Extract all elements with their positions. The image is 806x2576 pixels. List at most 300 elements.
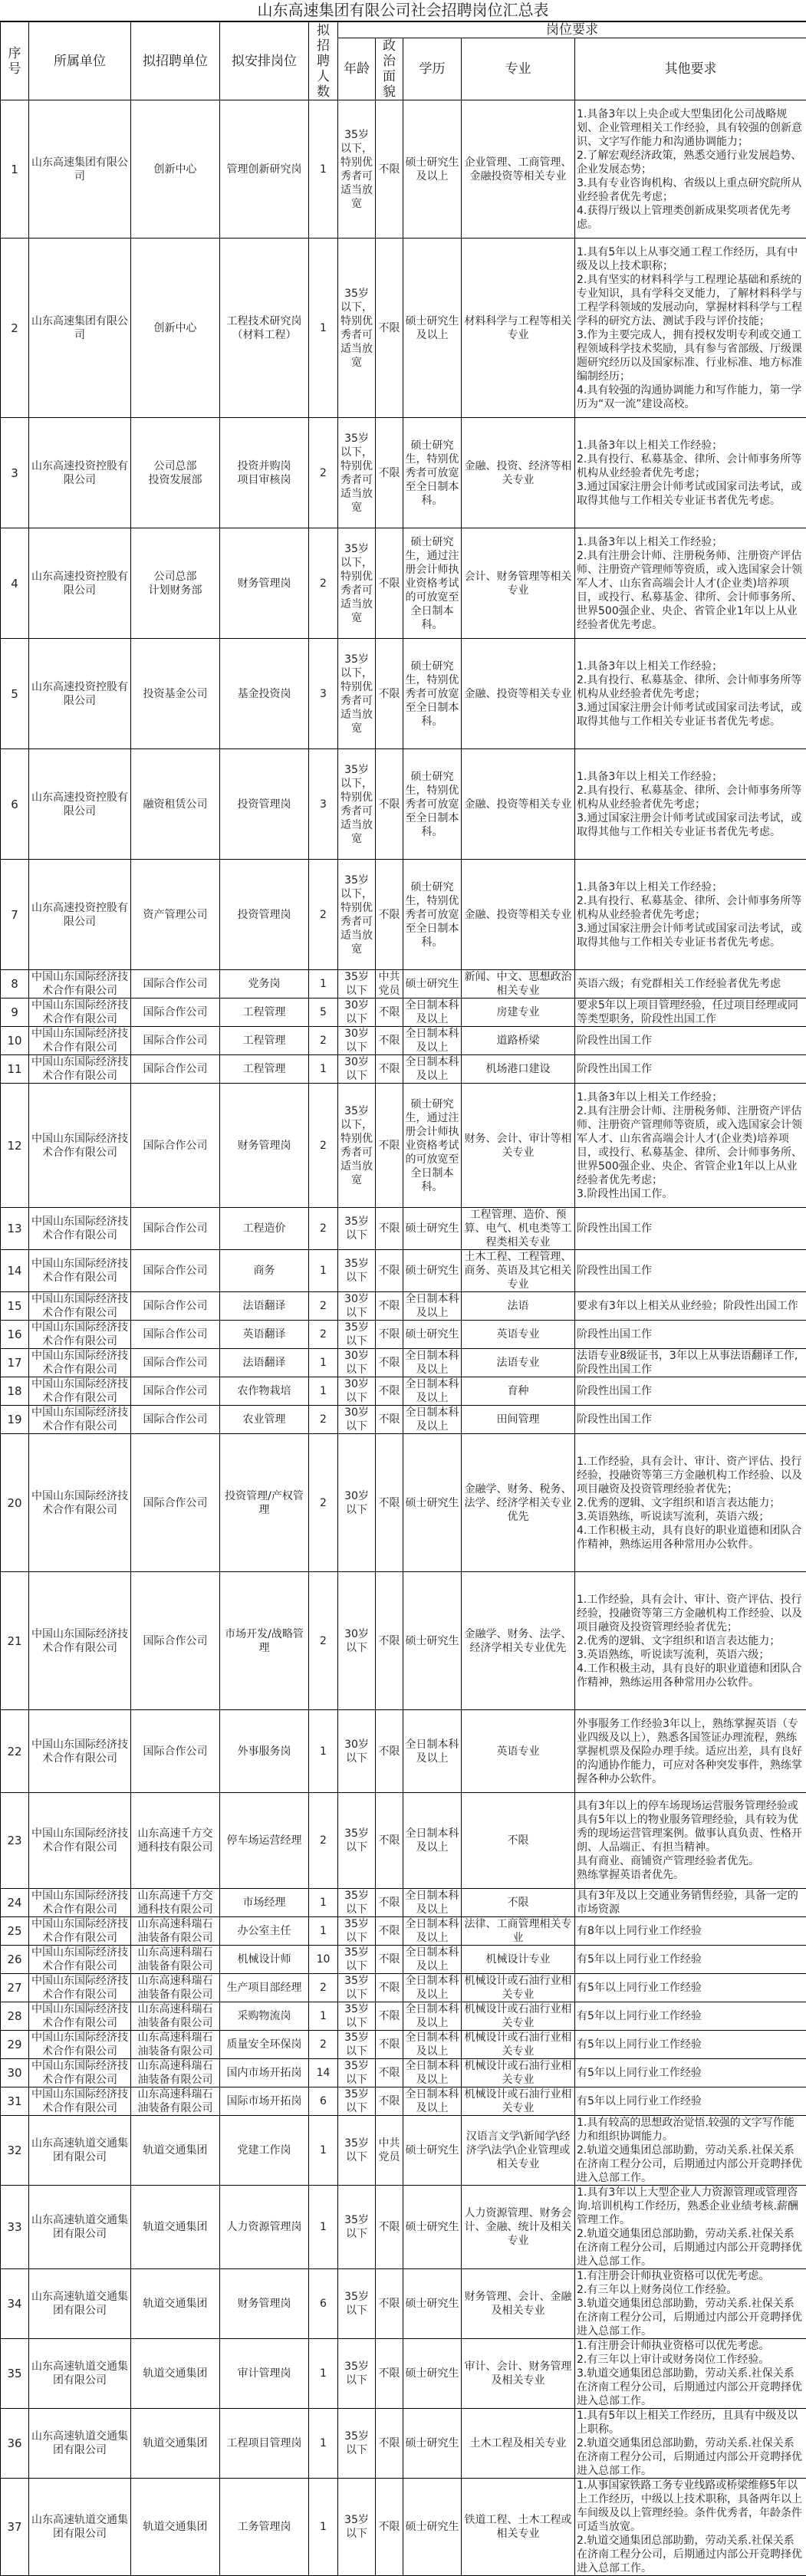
cell-count: 1: [309, 1250, 338, 1292]
cell-age: 30岁以下: [338, 1349, 376, 1377]
cell-other: 有5年以上同行业工作经验: [575, 2087, 806, 2116]
cell-edu: 全日制本科及以上: [403, 2059, 462, 2087]
cell-other: 1.从事国家铁路工务专业线路或桥梁维修5年以上工作经历，中级以上技术职称，具备两年以上车间级及以上管理经验。条件优秀者，年龄条件可适当放宽。 2.轨道交通集团总部助勤，劳动关系.社保关系在济南工程分公司，后期通过内部公开竞聘择优进入总部工作。: [575, 2479, 806, 2576]
cell-dept: 融资租赁公司: [131, 749, 220, 860]
cell-age: 35岁以下，特别优秀者可适当放宽: [338, 749, 376, 860]
cell-politics: 不限: [376, 1349, 403, 1377]
cell-other: 要求有3年以上相关从业经验；阶段性出国工作: [575, 1292, 806, 1321]
cell-post: 市场开发/战略管理: [220, 1572, 309, 1710]
cell-unit: 中国山东国际经济技术合作有限公司: [29, 998, 131, 1027]
cell-age: 35岁以下: [338, 2339, 376, 2409]
cell-dept: 国际合作公司: [131, 1572, 220, 1710]
cell-edu: 硕士研究生及以上: [403, 100, 462, 239]
cell-major: 财务、会计、审计等相关专业: [462, 1084, 575, 1208]
cell-unit: 中国山东国际经济技术合作有限公司: [29, 1377, 131, 1406]
cell-count: 2: [309, 1208, 338, 1250]
cell-politics: 中共党员: [376, 2116, 403, 2186]
cell-post: 工程技术研究岗（材料工程）: [220, 239, 309, 418]
cell-edu: 硕士研究生: [403, 1208, 462, 1250]
cell-post: 办公室主任: [220, 1917, 309, 1946]
cell-major: 材料科学与工程等相关专业: [462, 239, 575, 418]
cell-major: 审计、会计、财务管理及相关专业: [462, 2339, 575, 2409]
cell-unit: 中国山东国际经济技术合作有限公司: [29, 1710, 131, 1793]
cell-edu: 全日制本科及以上: [403, 2087, 462, 2116]
cell-dept: 国际合作公司: [131, 1208, 220, 1250]
cell-age: 30岁以下: [338, 1434, 376, 1572]
cell-unit: 中国山东国际经济技术合作有限公司: [29, 1946, 131, 1974]
cell-dept: 轨道交通集团: [131, 2409, 220, 2479]
cell-no: 26: [1, 1946, 29, 1974]
cell-edu: 全日制本科及以上: [403, 1917, 462, 1946]
cell-other: 1.有注册会计师执业资格可以优先考虑。 2.有三年以上财务岗位工作经验。 3.轨道交通集团总部助勤，劳动关系.社保关系在济南工程分公司，后期通过内部公开竞聘择优进入总部工作。: [575, 2269, 806, 2339]
cell-age: 30岁以下: [338, 1406, 376, 1434]
table-row: [1, 860, 806, 970]
cell-post: 工程管理: [220, 1055, 309, 1084]
cell-count: 2: [309, 1084, 338, 1208]
cell-major: 机场港口建设: [462, 1055, 575, 1084]
cell-major: 汉语言文学\新闻学\经济学\法学\企业管理或相关专业: [462, 2116, 575, 2186]
cell-edu: 硕士研究生，特别优秀者可放宽至全日制本科。: [403, 639, 462, 749]
table-row: [1, 1250, 806, 1292]
cell-other: 外事服务工作经验3年以上，熟练掌握英语（专业四级及以上），熟悉各国签证办理流程，熟练掌握机票及保险办理手续。适应出差，具有良好的沟通协作能力，可应对各种突发事件，熟练掌握各种办公软件。: [575, 1710, 806, 1793]
cell-no: 4: [1, 528, 29, 639]
cell-age: 35岁以下: [338, 2269, 376, 2339]
cell-count: 1: [309, 2339, 338, 2409]
cell-post: 工程造价: [220, 1208, 309, 1250]
cell-other: 阶段性出国工作: [575, 1377, 806, 1406]
cell-age: 35岁以下: [338, 2116, 376, 2186]
cell-major: 法语: [462, 1292, 575, 1321]
cell-age: 30岁以下: [338, 998, 376, 1027]
recruitment-table: [0, 21, 806, 2576]
cell-major: 企业管理、工商管理、金融投资等相关专业: [462, 100, 575, 239]
cell-edu: 硕士研究生及以上: [403, 239, 462, 418]
table-row: [1, 2116, 806, 2186]
cell-politics: 不限: [376, 1292, 403, 1321]
cell-dept: 山东高速科瑞石油装备有限公司: [131, 2059, 220, 2087]
header-politics: 政治面貌: [376, 38, 403, 100]
cell-major: 新闻、中文、思想政治相关专业: [462, 970, 575, 998]
cell-age: 35岁以下，特别优秀者可适当放宽: [338, 528, 376, 639]
cell-count: 2: [309, 528, 338, 639]
cell-major: 财务管理、会计、金融及相关专业: [462, 2269, 575, 2339]
cell-unit: 中国山东国际经济技术合作有限公司: [29, 2031, 131, 2059]
cell-no: 34: [1, 2269, 29, 2339]
cell-major: 机械设计或石油行业相关专业: [462, 2031, 575, 2059]
cell-other: 1.具备3年以上相关工作经验； 2.具有投行、私募基金、律所、会计师事务所等机构从业经验者优先考虑； 3.通过国家注册会计师考试或国家司法考试，或取得其他与工作相关专业证书者优先考虑。: [575, 418, 806, 528]
cell-other: 阶段性出国工作: [575, 1208, 806, 1250]
header-post: 拟安排岗位: [220, 22, 309, 100]
cell-edu: 硕士研究生: [403, 1250, 462, 1292]
cell-edu: 硕士研究生: [403, 2339, 462, 2409]
cell-post: 英语翻译: [220, 1321, 309, 1349]
cell-no: 20: [1, 1434, 29, 1572]
header-row: [1, 22, 806, 38]
header-major: 专业: [462, 38, 575, 100]
cell-dept: 国际合作公司: [131, 1406, 220, 1434]
cell-other: 1.具有5年以上相关工作经历，且具有中级及以上职称。 2.轨道交通集团总部助勤，劳动关系.社保关系在济南工程分公司，后期通过内部公开竞聘择优进入总部工作。: [575, 2409, 806, 2479]
cell-edu: 全日制本科及以上: [403, 1406, 462, 1434]
cell-no: 6: [1, 749, 29, 860]
cell-age: 30岁以下: [338, 1377, 376, 1406]
cell-politics: 不限: [376, 998, 403, 1027]
cell-age: 30岁以下: [338, 1292, 376, 1321]
cell-major: 铁道工程、土木工程或相关专业: [462, 2479, 575, 2576]
cell-no: 17: [1, 1349, 29, 1377]
header-edu: 学历: [403, 38, 462, 100]
cell-major: 法律、工商管理相关专业: [462, 1917, 575, 1946]
header-dept: 拟招聘单位: [131, 22, 220, 100]
cell-politics: 不限: [376, 100, 403, 239]
cell-unit: 山东高速轨道交通集团有限公司: [29, 2116, 131, 2186]
cell-politics: 不限: [376, 2269, 403, 2339]
cell-post: 工程管理: [220, 1027, 309, 1055]
table-row: [1, 418, 806, 528]
table-row: [1, 1321, 806, 1349]
cell-major: 机械设计或石油行业相关专业: [462, 2059, 575, 2087]
table-row: [1, 2059, 806, 2087]
cell-dept: 国际合作公司: [131, 1377, 220, 1406]
cell-other: 1.工作经验，具有会计、审计、资产评估、投行经验，投融资等第三方金融机构工作经验、以及项目融资及投资管理经验者优先； 2.优秀的逻辑、文字组织和语言表达能力； 3.英语熟练，听说读写流利，英语六级； 4.工作积极主动，具有良好的职业道德和团队合作精神，熟练运用各种常用办公软件。: [575, 1572, 806, 1710]
cell-major: 英语专业: [462, 1710, 575, 1793]
cell-no: 18: [1, 1377, 29, 1406]
cell-major: 人力资源管理、财务会计、金融、统计及相关专业: [462, 2186, 575, 2269]
cell-no: 31: [1, 2087, 29, 2116]
cell-count: 1: [309, 2479, 338, 2576]
cell-no: 8: [1, 970, 29, 998]
cell-unit: 山东高速轨道交通集团有限公司: [29, 2479, 131, 2576]
cell-count: 1: [309, 2186, 338, 2269]
cell-age: 35岁以下，特别优秀者可适当放宽: [338, 639, 376, 749]
cell-major: 不限: [462, 1889, 575, 1917]
table-row: [1, 1292, 806, 1321]
cell-unit: 山东高速轨道交通集团有限公司: [29, 2186, 131, 2269]
cell-count: 2: [309, 418, 338, 528]
table-row: [1, 1946, 806, 1974]
cell-count: 5: [309, 998, 338, 1027]
cell-age: 35岁以下: [338, 2002, 376, 2031]
cell-no: 5: [1, 639, 29, 749]
cell-politics: 不限: [376, 2409, 403, 2479]
cell-dept: 山东高速科瑞石油装备有限公司: [131, 1946, 220, 1974]
cell-count: 1: [309, 1710, 338, 1793]
cell-no: 3: [1, 418, 29, 528]
cell-other: 有5年以上同行业工作经验: [575, 2002, 806, 2031]
cell-unit: 中国山东国际经济技术合作有限公司: [29, 2059, 131, 2087]
cell-edu: 硕士研究生: [403, 970, 462, 998]
cell-post: 工程管理: [220, 998, 309, 1027]
cell-count: 3: [309, 749, 338, 860]
cell-count: 2: [309, 1793, 338, 1889]
cell-edu: 全日制本科及以上: [403, 1793, 462, 1889]
cell-politics: 不限: [376, 1946, 403, 1974]
cell-politics: 不限: [376, 1377, 403, 1406]
cell-age: 35岁以下: [338, 2186, 376, 2269]
cell-major: 田间管理: [462, 1406, 575, 1434]
header-no: 序号: [1, 22, 29, 100]
cell-post: 审计管理岗: [220, 2339, 309, 2409]
cell-edu: 全日制本科及以上: [403, 1055, 462, 1084]
table-row: [1, 2339, 806, 2409]
cell-politics: 不限: [376, 2002, 403, 2031]
cell-other: 1.具备3年以上相关工作经验； 2.具有投行、私募基金、律所、会计师事务所等机构从业经验者优先考虑； 3.通过国家注册会计师考试或国家司法考试，或取得其他与工作相关专业证书者优先考虑。: [575, 639, 806, 749]
cell-age: 35岁以下: [338, 2479, 376, 2576]
cell-count: 2: [309, 1974, 338, 2002]
cell-dept: 山东高速千方交通科技有限公司: [131, 1793, 220, 1889]
cell-unit: 中国山东国际经济技术合作有限公司: [29, 1434, 131, 1572]
cell-dept: 国际合作公司: [131, 1292, 220, 1321]
cell-count: 2: [309, 1027, 338, 1055]
cell-age: 30岁以下: [338, 1572, 376, 1710]
cell-edu: 全日制本科及以上: [403, 2031, 462, 2059]
cell-dept: 轨道交通集团: [131, 2116, 220, 2186]
cell-dept: 轨道交通集团: [131, 2186, 220, 2269]
cell-post: 工务管理岗: [220, 2479, 309, 2576]
cell-edu: 硕士研究生，通过注册会计师执业资格考试的可放宽至全日制本科。: [403, 528, 462, 639]
cell-dept: 国际合作公司: [131, 970, 220, 998]
cell-dept: 轨道交通集团: [131, 2339, 220, 2409]
cell-politics: 不限: [376, 860, 403, 970]
cell-dept: 国际合作公司: [131, 1349, 220, 1377]
cell-unit: 中国山东国际经济技术合作有限公司: [29, 1250, 131, 1292]
cell-unit: 中国山东国际经济技术合作有限公司: [29, 1793, 131, 1889]
cell-no: 11: [1, 1055, 29, 1084]
cell-other: 具有3年及以上交通业务销售经验，具备一定的市场资源: [575, 1889, 806, 1917]
cell-other: 具有3年以上的停车场现场运营服务管理经验或具有5年以上的物业服务管理经验，具有较为优秀的现场运营管理案例。做事认真负责、性格开朗、人品端正、有担当精神。 具有商业、商铺资产管理经验者优先。 熟练掌握英语者优先。: [575, 1793, 806, 1889]
cell-no: 22: [1, 1710, 29, 1793]
cell-other: 阶段性出国工作: [575, 1027, 806, 1055]
cell-age: 35岁以下: [338, 1208, 376, 1250]
cell-dept: 国际合作公司: [131, 1710, 220, 1793]
cell-age: 30岁以下: [338, 1027, 376, 1055]
cell-edu: 全日制本科及以上: [403, 1946, 462, 1974]
cell-age: 35岁以下，特别优秀者可适当放宽: [338, 418, 376, 528]
table-row: [1, 1377, 806, 1406]
cell-no: 27: [1, 1974, 29, 2002]
cell-politics: 不限: [376, 1710, 403, 1793]
cell-politics: 不限: [376, 1406, 403, 1434]
cell-post: 财务管理岗: [220, 1084, 309, 1208]
cell-post: 农作物栽培: [220, 1377, 309, 1406]
cell-edu: 全日制本科及以上: [403, 2002, 462, 2031]
cell-politics: 不限: [376, 1974, 403, 2002]
cell-unit: 山东高速轨道交通集团有限公司: [29, 2409, 131, 2479]
cell-no: 2: [1, 239, 29, 418]
cell-other: 有8年以上同行业工作经验: [575, 1917, 806, 1946]
cell-age: 30岁以下: [338, 1055, 376, 1084]
cell-dept: 山东高速科瑞石油装备有限公司: [131, 2031, 220, 2059]
cell-politics: 不限: [376, 1917, 403, 1946]
cell-age: 35岁以下: [338, 2031, 376, 2059]
cell-other: 1.具备3年以上相关工作经验； 2.具有投行、私募基金、律所、会计师事务所等机构从业经验者优先考虑； 3.通过国家注册会计师考试或国家司法考试，或取得其他与工作相关专业证书者优先考虑。: [575, 860, 806, 970]
cell-no: 10: [1, 1027, 29, 1055]
table-row: [1, 1027, 806, 1055]
cell-dept: 轨道交通集团: [131, 2269, 220, 2339]
cell-other: 1.工作经验，具有会计、审计、资产评估、投行经验，投融资等第三方金融机构工作经验、以及项目融资及投资管理经验者优先； 2.优秀的逻辑、文字组织和语言表达能力； 3.英语熟练，听说读写流利，英语六级； 4.工作积极主动，具有良好的职业道德和团队合作精神，熟练运用各种常用办公软件。: [575, 1434, 806, 1572]
cell-other: 1.具有较高的思想政治觉悟.较强的文字写作能力和组织协调能力。 2.轨道交通集团总部助勤，劳动关系.社保关系在济南工程分公司，后期通过内部公开竞聘择优进入总部工作。: [575, 2116, 806, 2186]
cell-major: 机械设计或石油行业相关专业: [462, 1974, 575, 2002]
cell-age: 35岁以下: [338, 2409, 376, 2479]
cell-major: 金融学、财务、税务、法学、经济学相关专业优先: [462, 1434, 575, 1572]
cell-age: 30岁以下: [338, 1710, 376, 1793]
cell-post: 管理创新研究岗: [220, 100, 309, 239]
cell-edu: 硕士研究生: [403, 2269, 462, 2339]
cell-politics: 不限: [376, 1434, 403, 1572]
cell-post: 停车场运营经理: [220, 1793, 309, 1889]
cell-unit: 中国山东国际经济技术合作有限公司: [29, 2087, 131, 2116]
cell-unit: 中国山东国际经济技术合作有限公司: [29, 1084, 131, 1208]
table-row: [1, 239, 806, 418]
cell-count: 6: [309, 2269, 338, 2339]
cell-other: 1.具备3年以上相关工作经验； 2.具有投行、私募基金、律所、会计师事务所等机构从业经验者优先考虑； 3.通过国家注册会计师考试或国家司法考试，或取得其他与工作相关专业证书者优先考虑。: [575, 749, 806, 860]
cell-age: 35岁以下: [338, 1917, 376, 1946]
cell-dept: 轨道交通集团: [131, 2479, 220, 2576]
cell-major: 金融、投资等相关专业: [462, 860, 575, 970]
cell-edu: 硕士研究生，通过注册会计师执业资格考试的可放宽至全日制本科。: [403, 1084, 462, 1208]
cell-other: 1.具有3年以上大型企业人力资源管理或管理咨询.培训机构工作经历，熟悉企业业绩考核.薪酬管理工作。 2.轨道交通集团总部助勤，劳动关系.社保关系在济南工程分公司，后期通过内部公开竞聘择优进入总部工作。: [575, 2186, 806, 2269]
cell-politics: 不限: [376, 1889, 403, 1917]
cell-no: 29: [1, 2031, 29, 2059]
cell-edu: 硕士研究生，特别优秀者可放宽至全日制本科。: [403, 749, 462, 860]
cell-politics: 不限: [376, 2087, 403, 2116]
table-row: [1, 749, 806, 860]
cell-unit: 中国山东国际经济技术合作有限公司: [29, 1889, 131, 1917]
cell-count: 1: [309, 2409, 338, 2479]
cell-post: 采购物流岗: [220, 2002, 309, 2031]
cell-post: 财务管理岗: [220, 528, 309, 639]
cell-post: 生产项目部经理: [220, 1974, 309, 2002]
cell-edu: 全日制本科及以上: [403, 1027, 462, 1055]
cell-count: 1: [309, 1349, 338, 1377]
cell-politics: 不限: [376, 749, 403, 860]
cell-no: 36: [1, 2409, 29, 2479]
cell-unit: 山东高速轨道交通集团有限公司: [29, 2339, 131, 2409]
cell-unit: 山东高速轨道交通集团有限公司: [29, 2269, 131, 2339]
cell-count: 1: [309, 1055, 338, 1084]
cell-dept: 公司总部 计划财务部: [131, 528, 220, 639]
cell-count: 6: [309, 2087, 338, 2116]
table-row: [1, 2186, 806, 2269]
cell-dept: 国际合作公司: [131, 1321, 220, 1349]
cell-other: 有5年以上同行业工作经验: [575, 1946, 806, 1974]
cell-major: 金融、投资等相关专业: [462, 749, 575, 860]
cell-post: 投资管理岗: [220, 749, 309, 860]
cell-count: 10: [309, 1946, 338, 1974]
cell-dept: 创新中心: [131, 100, 220, 239]
cell-major: 机械设计或石油行业相关专业: [462, 2002, 575, 2031]
cell-no: 33: [1, 2186, 29, 2269]
cell-no: 13: [1, 1208, 29, 1250]
cell-unit: 中国山东国际经济技术合作有限公司: [29, 1917, 131, 1946]
cell-major: 金融、投资等相关专业: [462, 639, 575, 749]
cell-unit: 中国山东国际经济技术合作有限公司: [29, 1572, 131, 1710]
cell-other: 1.具有5年以上从事交通工程工作经历，具有中级及以上技术职称； 2.具有坚实的材料科学与工程理论基础和系统的专业知识，具有学科交叉能力，了解材料科学与工程学科领域的发展动向，掌握材料科学与工程学科的研究方法、测试手段与评价技能； 3.作为主要完成人，拥有授权发明专利或交通工程领域科学技术奖励，具有参与省部级、厅级课题研究经历以及国家标准、行业标准、地方标准编制经历； 4.具有较强的沟通协调能力和写作能力，第一学历为“双一流”建设高校。: [575, 239, 806, 418]
table-row: [1, 1974, 806, 2002]
cell-unit: 山东高速投资控股有限公司: [29, 639, 131, 749]
cell-age: 35岁以下: [338, 1946, 376, 1974]
cell-major: 育种: [462, 1377, 575, 1406]
cell-dept: 山东高速科瑞石油装备有限公司: [131, 2002, 220, 2031]
cell-post: 法语翻译: [220, 1349, 309, 1377]
cell-major: 会计、财务管理等相关专业: [462, 528, 575, 639]
cell-no: 12: [1, 1084, 29, 1208]
cell-post: 外事服务岗: [220, 1710, 309, 1793]
table-row: [1, 1406, 806, 1434]
cell-age: 35岁以下: [338, 1974, 376, 2002]
cell-major: 土木工程及相关专业: [462, 2409, 575, 2479]
cell-politics: 不限: [376, 2339, 403, 2409]
table-row: [1, 528, 806, 639]
cell-count: 1: [309, 1917, 338, 1946]
cell-unit: 中国山东国际经济技术合作有限公司: [29, 1321, 131, 1349]
cell-no: 28: [1, 2002, 29, 2031]
cell-other: 有5年以上同行业工作经验: [575, 2059, 806, 2087]
cell-edu: 全日制本科及以上: [403, 1377, 462, 1406]
cell-post: 工程项目管理岗: [220, 2409, 309, 2479]
header-unit: 所属单位: [29, 22, 131, 100]
header-other: 其他要求: [575, 38, 806, 100]
cell-unit: 中国山东国际经济技术合作有限公司: [29, 1027, 131, 1055]
cell-no: 37: [1, 2479, 29, 2576]
cell-dept: 国际合作公司: [131, 1055, 220, 1084]
cell-dept: 山东高速科瑞石油装备有限公司: [131, 1974, 220, 2002]
table-row: [1, 1349, 806, 1377]
cell-major: 道路桥梁: [462, 1027, 575, 1055]
table-row: [1, 2269, 806, 2339]
cell-post: 党务岗: [220, 970, 309, 998]
cell-count: 1: [309, 970, 338, 998]
cell-major: 工程管理、造价、预算、电气、机电类等工程类相关专业: [462, 1208, 575, 1250]
cell-politics: 不限: [376, 528, 403, 639]
cell-age: 35岁以下: [338, 970, 376, 998]
cell-unit: 山东高速集团有限公司: [29, 100, 131, 239]
cell-age: 35岁以下: [338, 1250, 376, 1292]
cell-major: 机械设计专业: [462, 1946, 575, 1974]
cell-no: 24: [1, 1889, 29, 1917]
cell-post: 法语翻译: [220, 1292, 309, 1321]
table-row: [1, 1710, 806, 1793]
cell-politics: 不限: [376, 1250, 403, 1292]
cell-edu: 硕士研究生: [403, 1434, 462, 1572]
cell-no: 25: [1, 1917, 29, 1946]
cell-other: 阶段性出国工作: [575, 1321, 806, 1349]
cell-major: 金融、投资、经济等相关专业: [462, 418, 575, 528]
cell-edu: 全日制本科及以上: [403, 1292, 462, 1321]
header-requirements: 岗位要求: [338, 22, 806, 38]
cell-edu: 全日制本科及以上: [403, 1710, 462, 1793]
cell-politics: 不限: [376, 2059, 403, 2087]
cell-edu: 硕士研究生: [403, 2186, 462, 2269]
cell-edu: 硕士研究生: [403, 1572, 462, 1710]
cell-age: 35岁以下: [338, 1889, 376, 1917]
cell-post: 农业管理: [220, 1406, 309, 1434]
cell-politics: 不限: [376, 1084, 403, 1208]
cell-unit: 山东高速投资控股有限公司: [29, 749, 131, 860]
table-row: [1, 1889, 806, 1917]
cell-age: 35岁以下: [338, 2087, 376, 2116]
cell-edu: 硕士研究生: [403, 2116, 462, 2186]
cell-edu: 全日制本科及以上: [403, 1974, 462, 2002]
header-count: 拟招聘人数: [309, 22, 338, 100]
cell-age: 35岁以下: [338, 1793, 376, 1889]
cell-count: 2: [309, 1406, 338, 1434]
table-row: [1, 1084, 806, 1208]
cell-other: 1.具备3年以上相关工作经验； 2.具有注册会计师、注册税务师、注册资产评估师、注册资产管理师等资质，或入选国家会计领军人才、山东省高端会计人才(企业类)培养项目，或投行、私募基金、律所、会计师事务所、世界500强企业、央企、省管企业1年以上从业经验者优先考虑； 3.阶段性出国工作。: [575, 1084, 806, 1208]
cell-count: 2: [309, 2031, 338, 2059]
cell-post: 国际市场开拓岗: [220, 2087, 309, 2116]
cell-count: 2: [309, 1321, 338, 1349]
cell-other: 阶段性出国工作: [575, 1406, 806, 1434]
